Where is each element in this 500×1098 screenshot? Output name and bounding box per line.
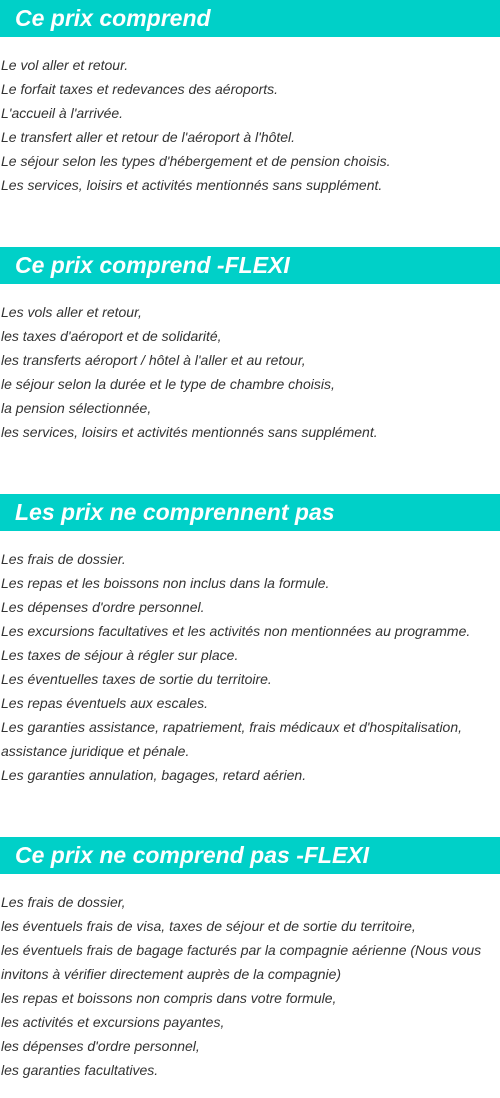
list-item: la pension sélectionnée,: [1, 400, 152, 416]
list-item: les repas et boissons non compris dans votre formule,: [1, 990, 337, 1006]
list-item: Les repas et les boissons non inclus dans la formule.: [1, 575, 330, 591]
list-item: les dépenses d'ordre personnel,: [1, 1038, 200, 1054]
list-item: Le séjour selon les types d'hébergement et de pension choisis.: [1, 153, 391, 169]
list-item: les taxes d'aéroport et de solidarité,: [1, 328, 222, 344]
list-item: les éventuels frais de bagage facturés par la compagnie aérienne (Nous vous: [1, 942, 482, 958]
list-item: les éventuels frais de visa, taxes de séjour et de sortie du territoire,: [1, 918, 416, 934]
list-item: Les excursions facultatives et les activités non mentionnées au programme.: [1, 623, 471, 639]
section-title: Ce prix ne comprend pas -FLEXI: [0, 837, 500, 874]
list-item: les services, loisirs et activités mentionnés sans supplément.: [1, 424, 378, 440]
inclusion-list: [0, 284, 500, 444]
list-item: les activités et excursions payantes,: [1, 1014, 225, 1030]
section-price-excludes: [0, 494, 500, 837]
list-item: assistance juridique et pénale.: [1, 743, 190, 759]
list-item: Le forfait taxes et redevances des aéroports.: [1, 81, 279, 97]
section-title: Les prix ne comprennent pas: [0, 494, 500, 531]
list-item: les transferts aéroport / hôtel à l'aller et au retour,: [1, 352, 306, 368]
inclusion-list: [0, 37, 500, 197]
list-item: Les frais de dossier,: [1, 894, 126, 910]
list-item: L'accueil à l'arrivée.: [1, 105, 124, 121]
section-price-includes: [0, 0, 500, 247]
list-item: le séjour selon la durée et le type de chambre choisis,: [1, 376, 335, 392]
list-item: Le vol aller et retour.: [1, 57, 129, 73]
list-item: Les vols aller et retour,: [1, 304, 142, 320]
list-item: Les garanties assistance, rapatriement, frais médicaux et d'hospitalisation,: [1, 719, 463, 735]
section-price-excludes-flexi: [0, 837, 500, 1098]
section-title: Ce prix comprend: [0, 0, 500, 37]
list-item: Les éventuelles taxes de sortie du territoire.: [1, 671, 272, 687]
list-item: Les garanties annulation, bagages, retard aérien.: [1, 767, 307, 783]
exclusion-list: [0, 874, 500, 1082]
section-price-includes-flexi: [0, 247, 500, 494]
list-item: Les repas éventuels aux escales.: [1, 695, 209, 711]
section-title: Ce prix comprend -FLEXI: [0, 247, 500, 284]
list-item: Les services, loisirs et activités mentionnés sans supplément.: [1, 177, 383, 193]
list-item: invitons à vérifier directement auprès de la compagnie): [1, 966, 342, 982]
list-item: Le transfert aller et retour de l'aéroport à l'hôtel.: [1, 129, 296, 145]
list-item: Les taxes de séjour à régler sur place.: [1, 647, 239, 663]
exclusion-list: [0, 531, 500, 787]
list-item: Les frais de dossier.: [1, 551, 126, 567]
list-item: les garanties facultatives.: [1, 1062, 159, 1078]
list-item: Les dépenses d'ordre personnel.: [1, 599, 205, 615]
